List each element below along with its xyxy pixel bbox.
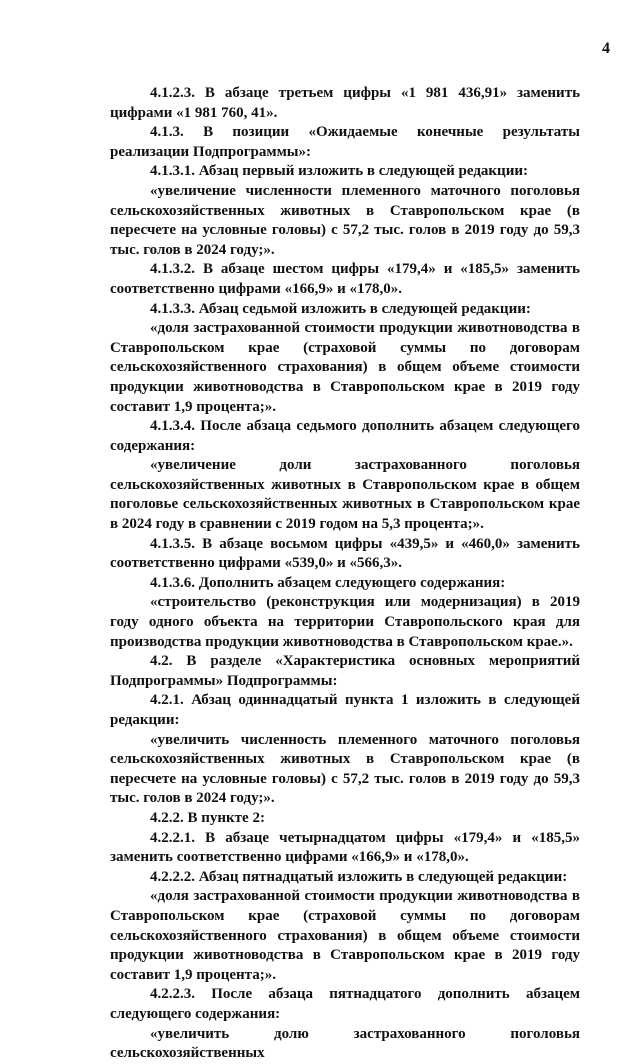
quote-paragraph: «строительство (реконструкция или модернизация) в 2019 году одного объекта на территории Ставропольского края для производства продукции животноводства в Ставропольском крае.». (110, 594, 580, 650)
paragraph-4-2-2-3: 4.2.2.3. После абзаца пятнадцатого дополнить абзацем следующего содержания: (110, 986, 580, 1022)
paragraph-4-1-3-6: 4.1.3.6. Дополнить абзацем следующего содержания: (150, 574, 506, 591)
quote-paragraph: «доля застрахованной стоимости продукции животноводства в Ставропольском крае (страховой суммы по договорам сельскохозяйственного страхования) в общем объеме стоимости продукции животноводства в Ставропольском крае в 2019 году составит 1,9 процента;». (110, 320, 580, 415)
document-body (110, 84, 580, 1064)
quote-paragraph: «увеличить численность племенного маточного поголовья сельскохозяйственных животных в Ставропольском крае (в пересчете на условные головы) с 57,2 тыс. голов в 2019 году до 59,3 тыс. голов в 2024 году;». (110, 731, 580, 807)
paragraph-4-1-3-5: 4.1.3.5. В абзаце восьмом цифры «439,5» и «460,0» заменить соответственно цифрами «539,0» и «566,3». (110, 535, 580, 572)
page-number: 4 (602, 40, 610, 57)
paragraph-4-1-3-1: 4.1.3.1. Абзац первый изложить в следующей редакции: (150, 163, 528, 180)
paragraph-4-2-2-2: 4.2.2.2. Абзац пятнадцатый изложить в следующей редакции: (150, 868, 568, 885)
paragraph-4-1-3-3: 4.1.3.3. Абзац седьмой изложить в следующей редакции: (150, 300, 531, 317)
quote-paragraph: «доля застрахованной стоимости продукции животноводства в Ставропольском крае (страховой суммы по договорам сельскохозяйственного страхования) в общем объеме стоимости продукции животноводства в Ставропольском крае в 2019 году составит 1,9 процента;». (110, 888, 580, 983)
paragraph-4-2-2-1: 4.2.2.1. В абзаце четырнадцатом цифры «179,4» и «185,5» заменить соответственно цифрами «166,9» и «178,0». (110, 829, 580, 866)
paragraph-4-1-2-3: 4.1.2.3. В абзаце третьем цифры «1 981 436,91» заменить цифрами «1 981 760, 41». (110, 85, 580, 121)
paragraph-4-1-3-4: 4.1.3.4. После абзаца седьмого дополнить абзацем следующего содержания: (110, 418, 580, 454)
quote-paragraph: «увеличение доли застрахованного поголовья сельскохозяйственных животных в Ставропольском крае в общем поголовье сельскохозяйственных животных в Ставропольском крае в 2024 году в сравнении с 2019 годом на 5,3 процента;». (110, 457, 580, 533)
paragraph-4-2-2: 4.2.2. В пункте 2: (150, 809, 265, 826)
paragraph-4-2-1: 4.2.1. Абзац одиннадцатый пункта 1 изложить в следующей редакции: (110, 692, 580, 728)
paragraph-4-1-3: 4.1.3. В позиции «Ожидаемые конечные результаты реализации Подпрограммы»: (110, 124, 580, 160)
quote-paragraph: «увеличение численности племенного маточного поголовья сельскохозяйственных животных в Ставропольском крае (в пересчете на условные головы) с 57,2 тыс. голов в 2019 году до 59,3 тыс. голов в 2024 году;». (110, 182, 580, 258)
paragraph-4-2: 4.2. В разделе «Характеристика основных мероприятий Подпрограммы» Подпрограммы: (110, 653, 580, 689)
paragraph-4-1-3-2: 4.1.3.2. В абзаце шестом цифры «179,4» и «185,5» заменить соответственно цифрами «166,9» и «178,0». (110, 261, 580, 297)
quote-paragraph: «увеличить долю застрахованного поголовья сельскохозяйственных (110, 1025, 580, 1062)
